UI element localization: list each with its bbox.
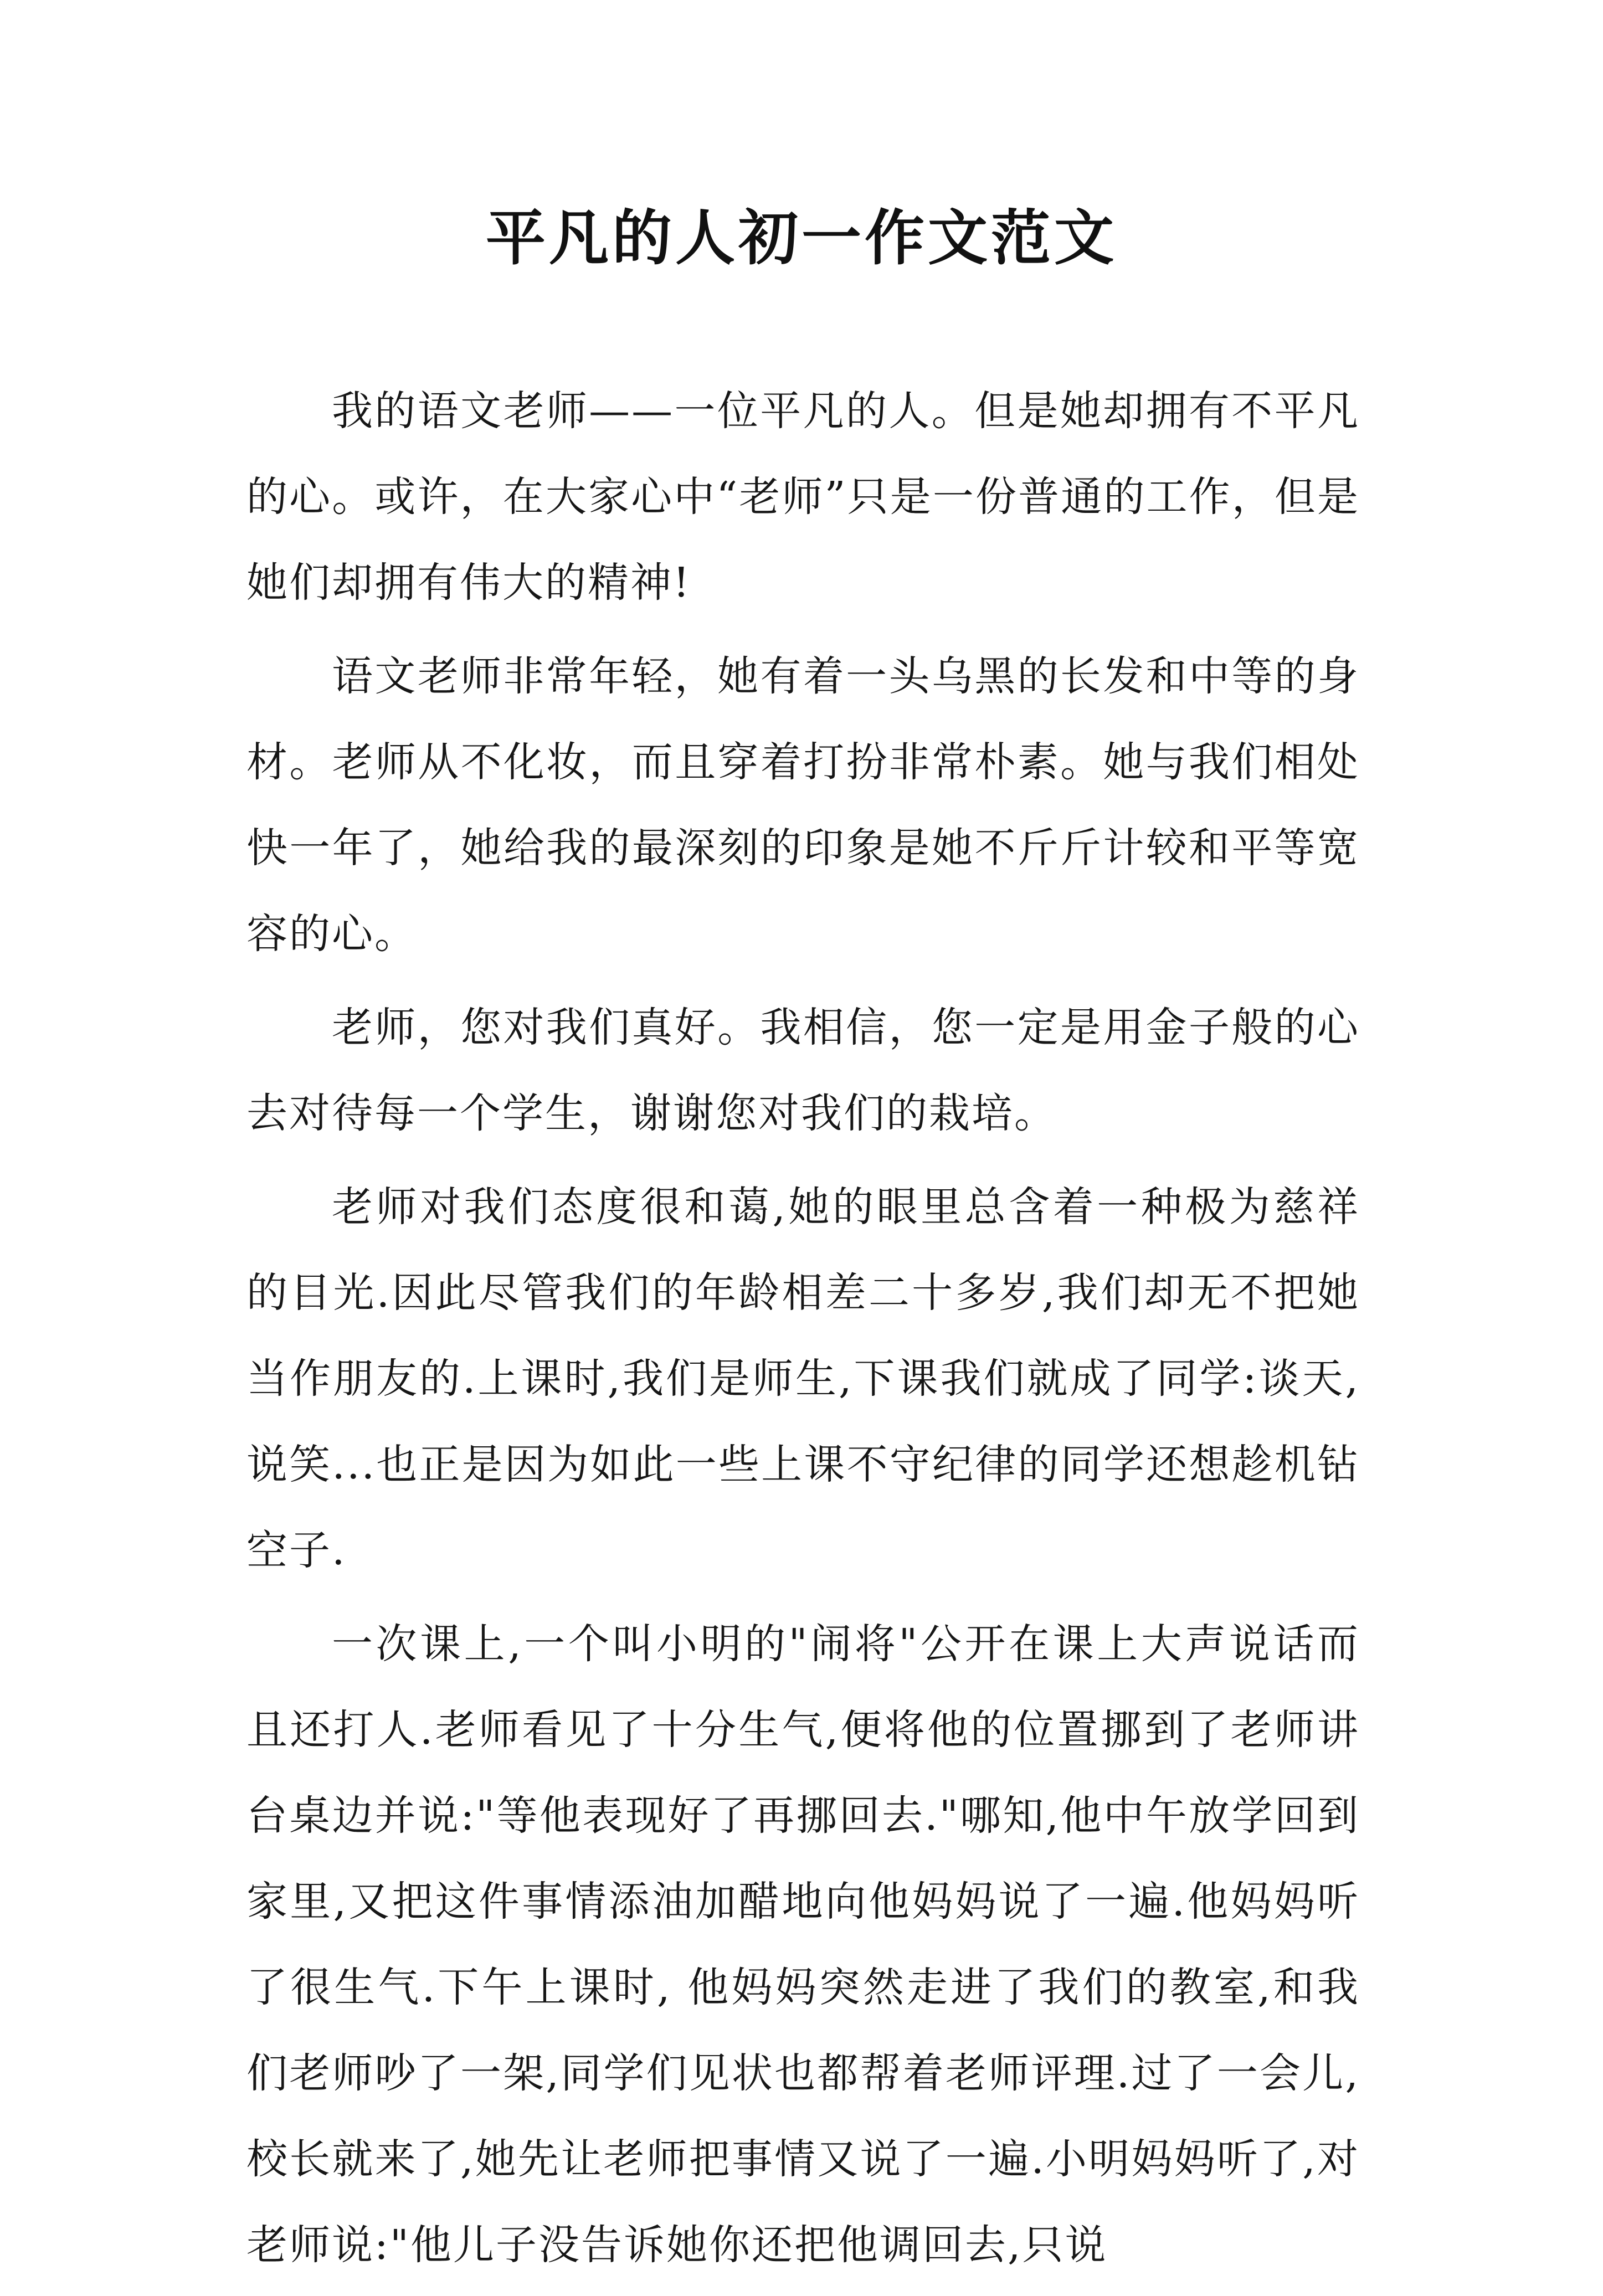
paragraph-4: 老师对我们态度很和蔼,她的眼里总含着一种极为慈祥的目光.因此尽管我们的年龄相差二十多岁,我们却无不把她当作朋友的.上课时,我们是师生,下课我们就成了同学:谈天,说笑...也正是因为如此一些上课不守纪律的同学还想趁机钻空子. [246,1183,1360,1574]
paragraph-5: 一次课上,一个叫小明的"闹将"公开在课上大声说话而且还打人.老师看见了十分生气,便将他的位置挪到了老师讲台桌边并说:"等他表现好了再挪回去."哪知,他中午放学回到家里,又把这件事情添油加醋地向他妈妈说了一遍.他妈妈听了很生气.下午上课时, 他妈妈突然走进了我们的教室,和我们老师吵了一架,同学们见状也都帮着老师评理.过了一会儿,校长就来了,她先让老师把事情又说了一遍.小明妈妈听了,对老师说:"他儿子没告诉她你还把他调回去,只说 [246,1620,1360,2269]
paragraph-3: 老师，您对我们真好。我相信，您一定是用金子般的心去对待每一个学生，谢谢您对我们的栽培。 [246,1004,1360,1137]
paragraph-2: 语文老师非常年轻，她有着一头乌黑的长发和中等的身材。老师从不化妆，而且穿着打扮非常朴素。她与我们相处快一年了，她给我的最深刻的印象是她不斤斤计较和平等宽容的心。 [246,653,1360,958]
paragraph-1: 我的语文老师——一位平凡的人。但是她却拥有不平凡的心。或许，在大家心中“老师”只是一份普通的工作，但是她们却拥有伟大的精神! [246,387,1360,607]
document-title: 平凡的人初一作文范文 [485,203,1117,273]
document-body [246,368,1360,2296]
